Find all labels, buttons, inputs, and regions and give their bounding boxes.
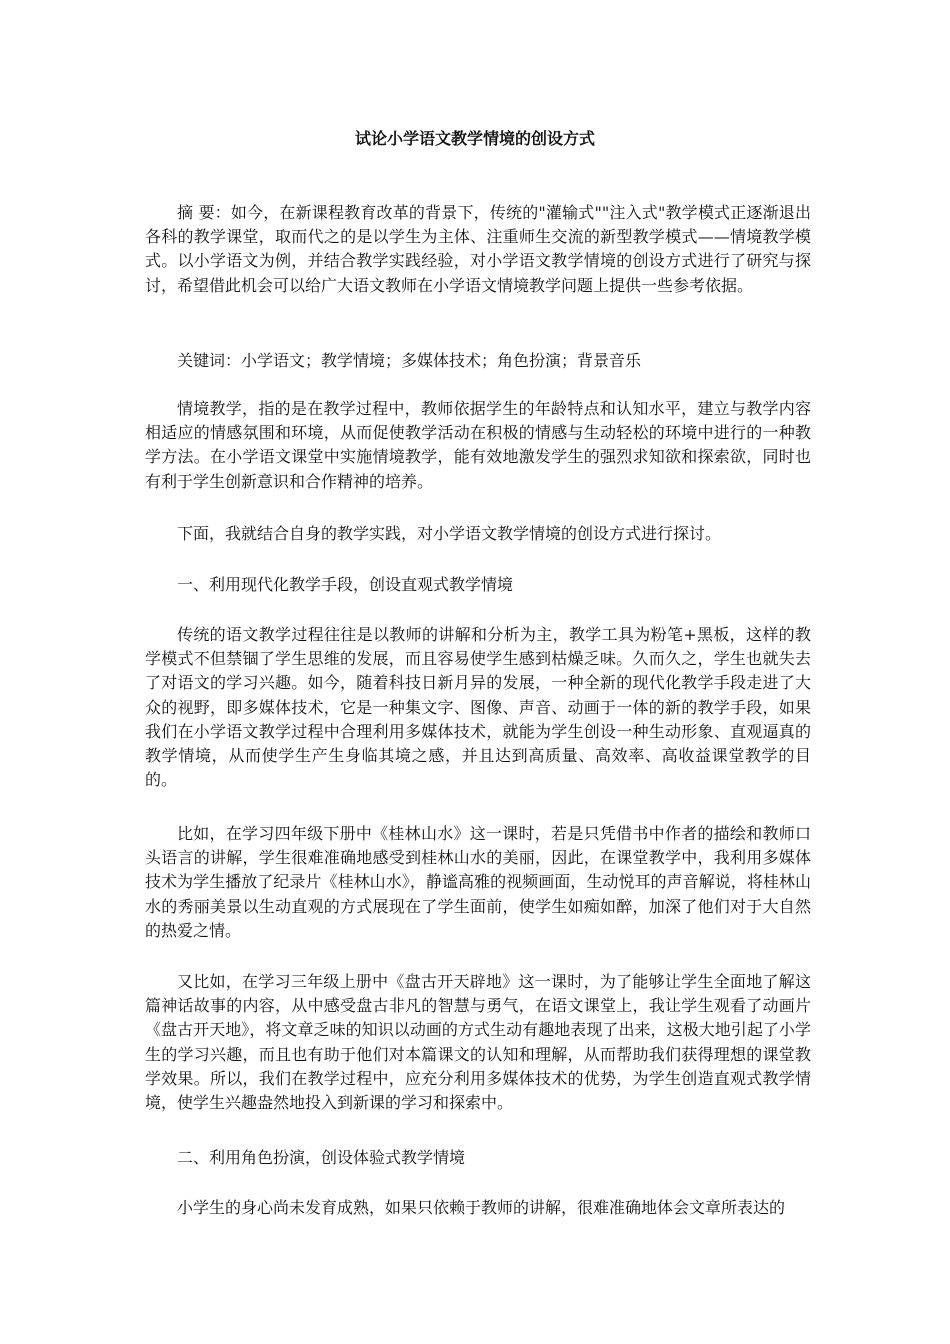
body-paragraph: 传统的语文教学过程往往是以教师的讲解和分析为主，教学工具为粉笔+黑板，这样的教学模式不但禁锢了学生思维的发展，而且容易使学生感到枯燥乏味。久而久之，学生也就失去了对语文的学习兴趣。如今，随着科技日新月异的发展，一种全新的现代化教学手段走进了大众的视野，即多媒体技术，它是一种集文字、图像、声音、动画于一体的新的教学手段，如果我们在小学语文教学过程中合理利用多媒体技术，就能为学生创设一种生动形象、直观逼真的教学情境，从而使学生产生身临其境之感，并且达到高质量、高效率、高收益课堂教学的目的。 [145, 625, 811, 790]
section-heading: 二、利用角色扮演，创设体验式教学情境 [177, 1148, 466, 1167]
body-paragraph: 比如，在学习四年级下册中《桂林山水》这一课时，若是只凭借书中作者的描绘和教师口头语言的讲解，学生很难准确地感受到桂林山水的美丽，因此，在课堂教学中，我利用多媒体技术为学生播放了纪录片《桂林山水》，静谧高雅的视频画面，生动悦耳的声音解说，将桂林山水的秀丽美景以生动直观的方式展现在了学生面前，使学生如痴如醉，加深了他们对于大自然的热爱之情。 [145, 824, 811, 940]
body-paragraph: 又比如，在学习三年级上册中《盘古开天辟地》这一课时，为了能够让学生全面地了解这篇神话故事的内容，从中感受盘古非凡的智慧与勇气，在语文课堂上，我让学生观看了动画片《盘古开天地》，将文章乏味的知识以动画的方式生动有趣地表现了出来，这极大地引起了小学生的学习兴趣，而且也有助于他们对本篇课文的认知和理解，从而帮助我们获得理想的课堂教学效果。所以，我们在教学过程中，应充分利用多媒体技术的优势，为学生创造直观式教学情境，使学生兴趣盎然地投入到新课的学习和探索中。 [145, 972, 811, 1113]
body-paragraph: 小学生的身心尚未发育成熟，如果只依赖于教师的讲解，很难准确地体会文章所表达的 [177, 1198, 786, 1217]
body-paragraph: 情境教学，指的是在教学过程中，教师依据学生的年龄特点和认知水平，建立与教学内容相适应的情感氛围和环境，从而促使教学活动在积极的情感与生动轻松的环境中进行的一种教学方法。在小学语文课堂中实施情境教学，能有效地激发学生的强烈求知欲和探索欲，同时也有利于学生创新意识和合作精神的培养。 [145, 399, 811, 491]
section-heading: 一、利用现代化教学手段，创设直观式教学情境 [177, 575, 514, 594]
body-paragraph: 下面，我就结合自身的教学实践，对小学语文教学情境的创设方式进行探讨。 [177, 524, 722, 543]
keywords-paragraph: 关键词：小学语文；教学情境；多媒体技术；角色扮演；背景音乐 [177, 351, 642, 370]
abstract-paragraph: 摘 要：如今，在新课程教育改革的背景下，传统的"灌输式""注入式"教学模式正逐渐退出各科的教学课堂，取而代之的是以学生为主体、注重师生交流的新型教学模式——情境教学模式。以小学语文为例，并结合教学实践经验，对小学语文教学情境的创设方式进行了研究与探讨，希望借此机会可以给广大语文教师在小学语文情境教学问题上提供一些参考依据。 [145, 203, 811, 295]
document-title: 试论小学语文教学情境的创设方式 [354, 129, 595, 148]
